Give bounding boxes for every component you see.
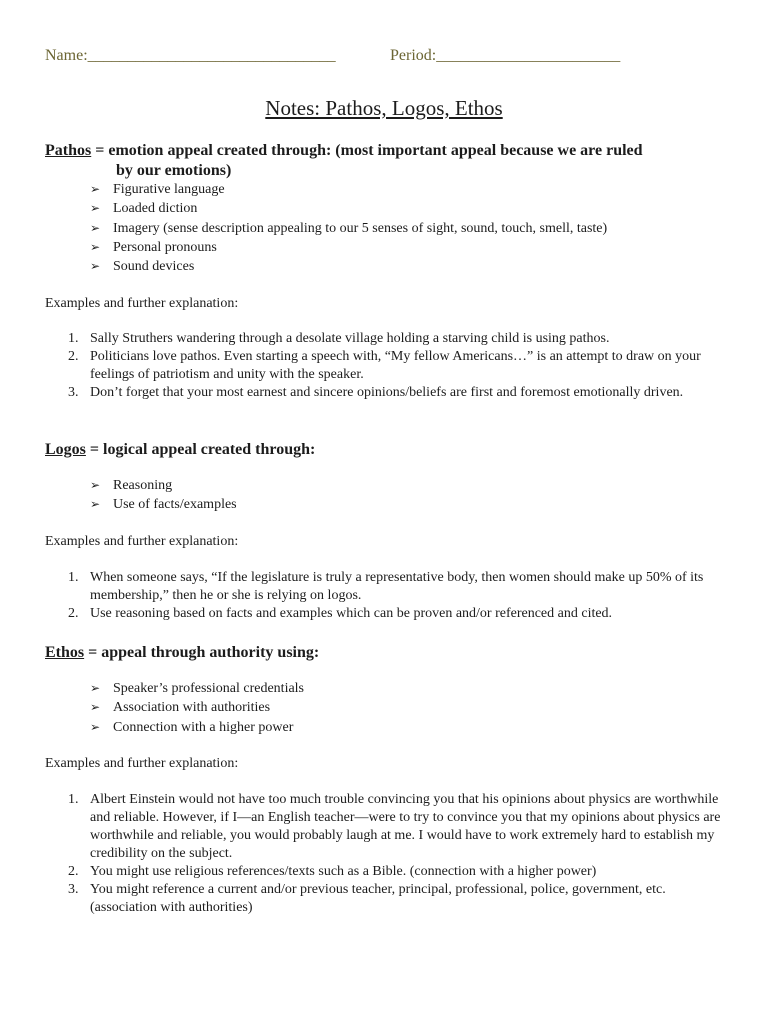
arrow-bullet-icon: ➢: [90, 220, 101, 235]
arrow-bullet-icon: ➢: [90, 719, 101, 734]
pathos-heading: [45, 141, 725, 181]
list-item: ➢ Speaker’s professional credentials: [45, 679, 304, 698]
list-item: ➢ Personal pronouns: [45, 238, 607, 257]
arrow-bullet-icon: ➢: [90, 681, 101, 695]
arrow-bullet-icon: ➢: [90, 700, 101, 715]
page-title: Notes: Pathos, Logos, Ethos: [265, 96, 503, 120]
list-item: ➢ Use of facts/examples: [45, 495, 237, 514]
logos-heading-text: = logical appeal created through:: [85, 441, 316, 458]
pathos-heading-text: = emotion appeal created through: (most important appeal because we are ruled: [91, 142, 643, 159]
list-item: 1. Sally Struthers wandering through a desolate village holding a starving child is using pathos.: [68, 331, 610, 346]
list-item: ➢ Imagery (sense description appealing to our 5 senses of sight, sound, touch, smell, taste): [45, 219, 607, 238]
list-item: 2. Politicians love pathos. Even starting a speech with, “My fellow Americans…” is an attempt to draw on your feelings of patriotism and unity with the speaker.: [68, 349, 701, 382]
list-item: 2. You might use religious references/texts such as a Bible. (connection with a higher power): [68, 864, 597, 879]
arrow-bullet-icon: ➢: [90, 239, 101, 254]
arrow-bullet-icon: ➢: [90, 182, 101, 196]
list-item: ➢ Figurative language: [45, 180, 607, 199]
header-fields: [45, 47, 621, 65]
logos-examples-label: Examples and further explanation:: [45, 534, 239, 549]
pathos-bullet-list: [45, 180, 607, 276]
list-item: 3. You might reference a current and/or previous teacher, principal, professional, police, government, etc. (association with authorities): [68, 882, 666, 915]
list-item: 1. When someone says, “If the legislature is truly a representative body, then women should make up 50% of its membership,” then he or she is relying on logos.: [68, 570, 704, 603]
arrow-bullet-icon: ➢: [90, 497, 101, 512]
arrow-bullet-icon: ➢: [90, 201, 101, 216]
ethos-bullet-list: [45, 679, 304, 737]
list-item: 3. Don’t forget that your most earnest and sincere opinions/beliefs are first and foremost emotionally driven.: [68, 385, 684, 400]
name-field: Name:_______________________________: [45, 47, 336, 64]
pathos-examples-list: [45, 330, 726, 402]
pathos-term: Pathos: [45, 142, 92, 159]
logos-term: Logos: [45, 441, 86, 458]
logos-examples-list: [45, 569, 726, 623]
list-item: ➢ Sound devices: [45, 257, 607, 276]
list-item: 2. Use reasoning based on facts and examples which can be proven and/or referenced and cited.: [68, 606, 613, 621]
pathos-heading-continuation: by our emotions): [116, 162, 232, 179]
ethos-heading: [45, 643, 725, 663]
ethos-examples-list: [45, 791, 726, 917]
list-item: ➢ Association with authorities: [45, 698, 304, 717]
logos-bullet-list: [45, 476, 237, 515]
period-field: Period:_______________________: [390, 47, 621, 64]
logos-heading: [45, 440, 725, 460]
list-item: ➢ Connection with a higher power: [45, 718, 304, 737]
list-item: ➢ Loaded diction: [45, 199, 607, 218]
list-item: ➢ Reasoning: [45, 476, 237, 495]
arrow-bullet-icon: ➢: [90, 478, 101, 492]
pathos-examples-label: Examples and further explanation:: [45, 296, 239, 311]
arrow-bullet-icon: ➢: [90, 259, 101, 274]
ethos-examples-label: Examples and further explanation:: [45, 756, 239, 771]
ethos-heading-text: = appeal through authority using:: [84, 644, 320, 661]
list-item: 1. Albert Einstein would not have too much trouble convincing you that his opinions about physics are worthwhile and reliable. However, if I—an English teacher—were to try to convince you that my opinions about physics are worthwhile and reliable, you would probably laugh at me. I would have to work extremely hard to establish my credibility on the subject.: [68, 792, 721, 861]
ethos-term: Ethos: [45, 644, 85, 661]
